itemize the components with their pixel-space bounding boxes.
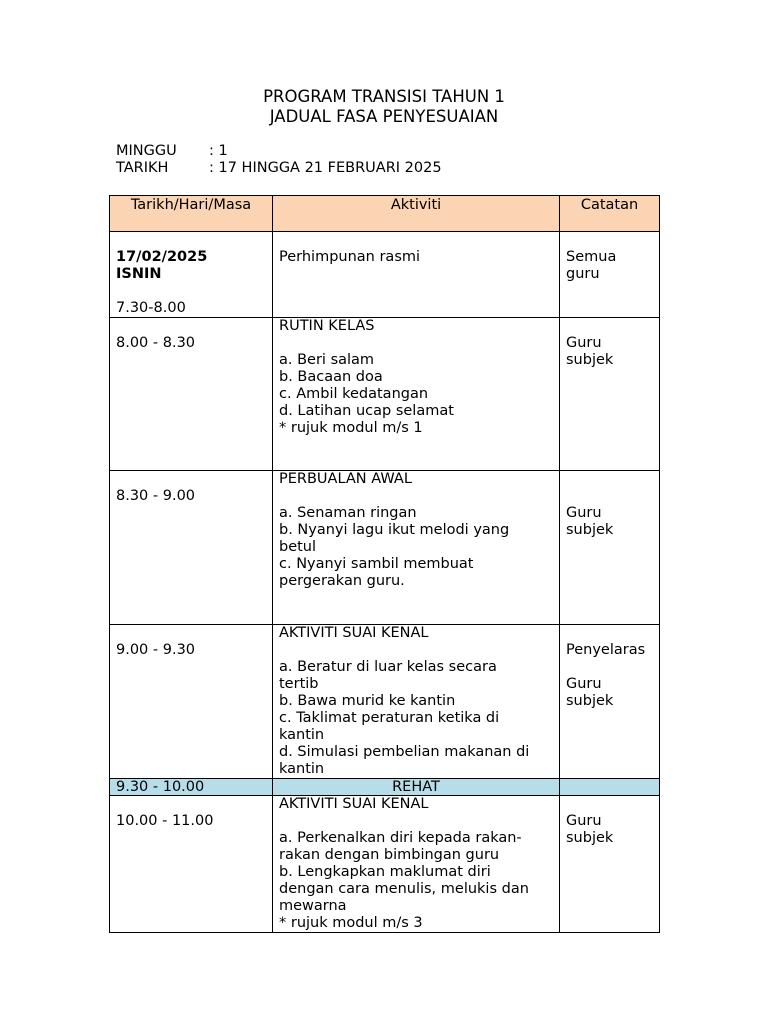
activity-item: kantin: [279, 727, 325, 743]
note-line: subjek: [566, 522, 614, 538]
row-time: 10.00 - 11.00: [116, 813, 214, 829]
activity-cell: [273, 471, 560, 625]
page-title-line1: PROGRAM TRANSISI TAHUN 1: [263, 87, 505, 106]
activity-item: b. Bacaan doa: [279, 369, 383, 385]
activity-item: dengan cara menulis, melukis dan: [279, 881, 529, 897]
activity-item: * rujuk modul m/s 1: [279, 420, 423, 436]
notes-cell: [560, 625, 660, 779]
activity-item: a. Beri salam: [279, 352, 375, 368]
minggu-label: MINGGU: [116, 143, 177, 159]
activity-item: mewarna: [279, 898, 347, 914]
minggu-value: : 1: [209, 143, 228, 159]
table-row: [110, 318, 660, 471]
activity-item: b. Bawa murid ke kantin: [279, 693, 456, 709]
time-cell: [110, 232, 273, 318]
time-cell: [110, 318, 273, 471]
activity-item: a. Senaman ringan: [279, 505, 417, 521]
note-line: subjek: [566, 693, 614, 709]
table-header-row: [110, 196, 660, 232]
note-line: Guru: [566, 676, 602, 692]
note-line: Guru: [566, 813, 602, 829]
table-row: [110, 796, 660, 933]
note-line: Guru: [566, 335, 602, 351]
activity-item: betul: [279, 539, 317, 555]
activity-cell: [273, 318, 560, 471]
notes-cell: [560, 318, 660, 471]
table-row: [110, 232, 660, 318]
activity-cell: [273, 796, 560, 933]
note-line: guru: [566, 266, 600, 282]
activity-item: c. Nyanyi sambil membuat: [279, 556, 474, 572]
note-line: Guru: [566, 505, 602, 521]
row-time: 8.30 - 9.00: [116, 488, 196, 504]
time-cell: [110, 471, 273, 625]
tarikh-label: TARIKH: [116, 160, 169, 176]
row-time: 8.00 - 8.30: [116, 335, 196, 351]
activity-item: d. Simulasi pembelian makanan di: [279, 744, 530, 760]
activity-item: c. Taklimat peraturan ketika di: [279, 710, 500, 726]
row-date: 17/02/2025: [116, 249, 208, 265]
activity-title: RUTIN KELAS: [279, 318, 375, 334]
activity-item: b. Lengkapkan maklumat diri: [279, 864, 491, 880]
tarikh-row: [116, 160, 442, 177]
activity-item: d. Latihan ucap selamat: [279, 403, 454, 419]
activity-cell: [273, 625, 560, 779]
activity-title: AKTIVITI SUAI KENAL: [279, 625, 429, 641]
activity-item: tertib: [279, 676, 319, 692]
activity-item: b. Nyanyi lagu ikut melodi yang: [279, 522, 510, 538]
header-tarikh: Tarikh/Hari/Masa: [110, 196, 273, 232]
note-line: subjek: [566, 352, 614, 368]
minggu-row: [116, 143, 228, 160]
page-title-line2: JADUAL FASA PENYESUAIAN: [269, 107, 499, 126]
activity-cell: [273, 232, 560, 318]
time-cell: [110, 625, 273, 779]
activity-title: PERBUALAN AWAL: [279, 471, 412, 487]
activity-item: a. Perkenalkan diri kepada rakan-: [279, 830, 522, 846]
activity-item: kantin: [279, 761, 325, 777]
activity-title: Perhimpunan rasmi: [279, 249, 421, 265]
activity-item: * rujuk modul m/s 3: [279, 915, 423, 931]
notes-cell: [560, 796, 660, 933]
tarikh-value: : 17 HINGGA 21 FEBRUARI 2025: [209, 160, 442, 176]
note-line: subjek: [566, 830, 614, 846]
notes-cell: [560, 232, 660, 318]
notes-cell: [560, 471, 660, 625]
break-notes: [560, 779, 660, 796]
header-catatan: Catatan: [560, 196, 660, 232]
activity-item: rakan dengan bimbingan guru: [279, 847, 500, 863]
table-row: [110, 625, 660, 779]
note-line: Semua: [566, 249, 617, 265]
time-cell: [110, 796, 273, 933]
break-row: [110, 779, 660, 796]
activity-title: AKTIVITI SUAI KENAL: [279, 796, 429, 812]
row-day: ISNIN: [116, 266, 162, 282]
schedule-table: [109, 195, 660, 933]
table-row: [110, 471, 660, 625]
row-time: 9.00 - 9.30: [116, 642, 196, 658]
activity-item: pergerakan guru.: [279, 573, 405, 589]
note-line: Penyelaras: [566, 642, 646, 658]
row-time: 7.30-8.00: [116, 300, 186, 316]
break-time: 9.30 - 10.00: [110, 779, 273, 796]
break-label: REHAT: [273, 779, 560, 796]
header-aktiviti: Aktiviti: [273, 196, 560, 232]
activity-item: c. Ambil kedatangan: [279, 386, 429, 402]
activity-item: a. Beratur di luar kelas secara: [279, 659, 497, 675]
